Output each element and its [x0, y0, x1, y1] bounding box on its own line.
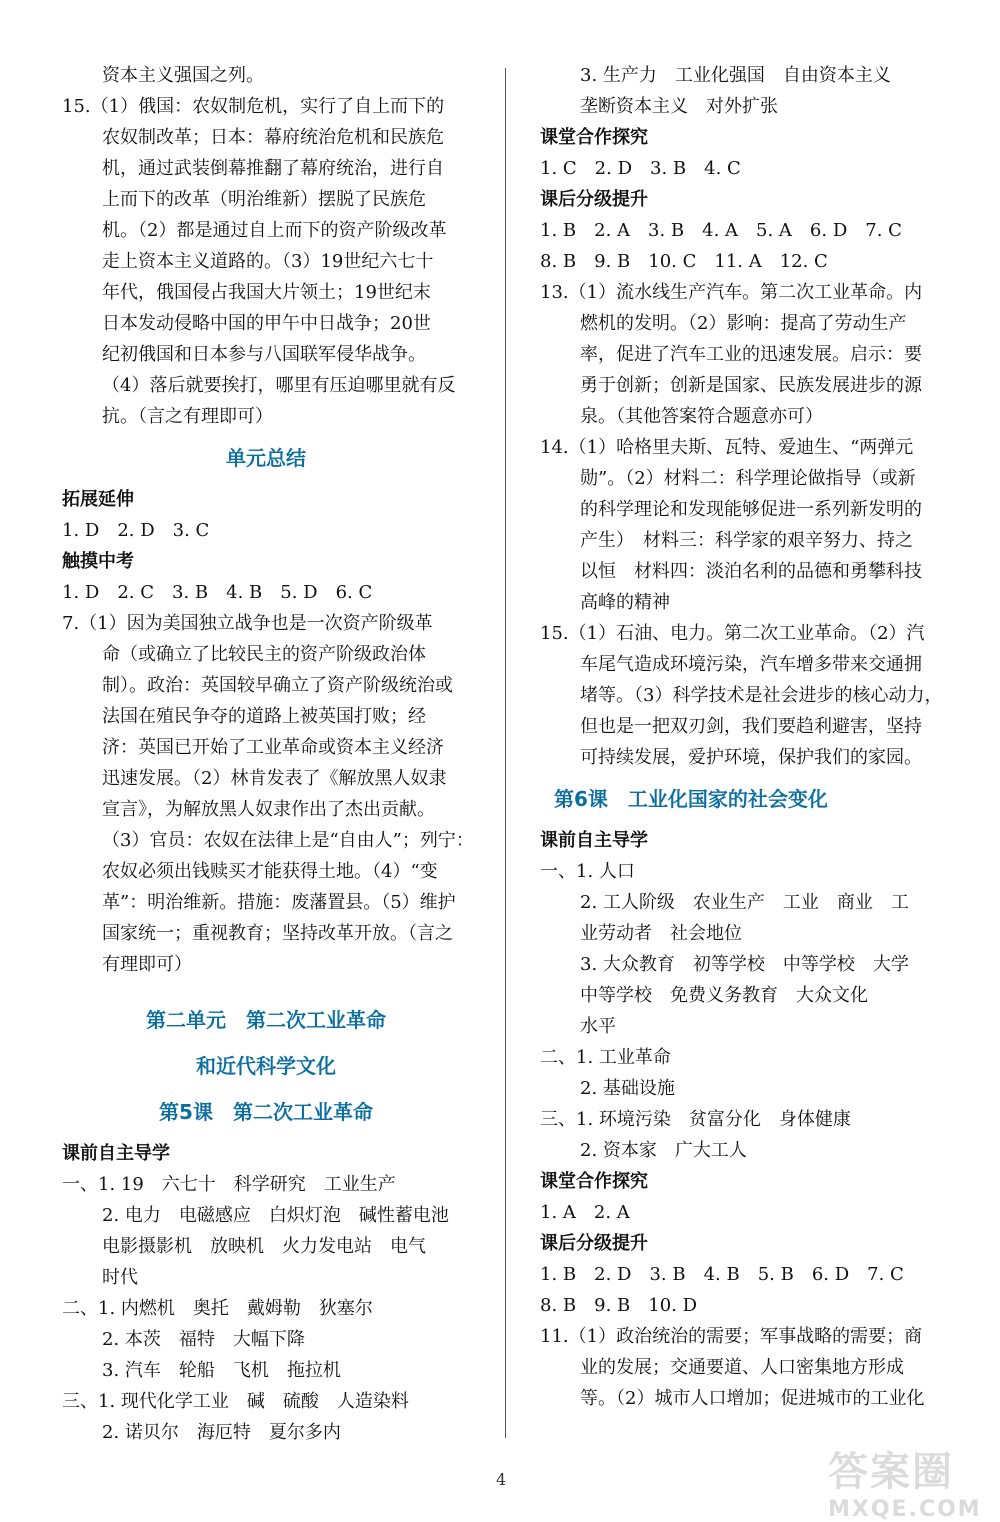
answer-line: 2. 基础设施: [580, 1078, 675, 1099]
unit-heading: 第二单元 第二次工业革命: [146, 1008, 386, 1032]
answer-line: 产生） 材料三：科学家的艰辛努力、持之: [580, 530, 913, 551]
answer-line: 革”：明治维新。措施：废藩置县。（5）维护: [102, 892, 456, 913]
answer-line: 中等学校 免费义务教育 大众文化: [580, 985, 868, 1006]
answer-line: 3. 生产力 工业化强国 自由资本主义: [580, 65, 891, 86]
answer-line: 1. B 2. D 3. B 4. B 5. B 6. D 7. C: [540, 1264, 904, 1285]
answer-line: 14.（1）哈格里夫斯、瓦特、爱迪生、“两弹元: [540, 437, 914, 458]
answer-line: 7.（1）因为美国独立战争也是一次资产阶级革: [62, 613, 433, 634]
answer-line: 等。（2）城市人口增加；促进城市的工业化: [580, 1388, 925, 1409]
answer-line: 资本主义强国之列。: [102, 65, 264, 86]
answer-line: 8. B 9. B 10. D: [540, 1295, 698, 1316]
answer-line: 制）。政治：英国较早确立了资产阶级统治或: [102, 675, 453, 696]
answer-line: 15.（1）石油、电力。第二次工业革命。（2）汽: [540, 623, 925, 644]
answer-line: （3）官员：农奴在法律上是“自由人”；列宁：: [102, 830, 474, 851]
answer-line: 二、1. 内燃机 奥托 戴姆勒 狄塞尔: [62, 1298, 373, 1319]
answer-line: 勋”。（2）材料二：科学理论做指导（或新: [580, 468, 916, 489]
answer-line: 水平: [580, 1016, 616, 1037]
subsection-title: 拓展延伸: [62, 489, 134, 510]
answer-line: 三、1. 环境污染 贫富分化 身体健康: [540, 1109, 851, 1130]
answer-line: 燃机的发明。（2）影响：提高了劳动生产: [580, 313, 907, 334]
answer-line: 业劳动者 社会地位: [580, 923, 742, 944]
answer-line: 2. 工人阶级 农业生产 工业 商业 工: [580, 892, 909, 913]
answer-line: 1. A 2. A: [540, 1202, 630, 1223]
answer-line: （4）落后就要挨打，哪里有压迫哪里就有反: [102, 375, 456, 396]
answer-line: 车尾气造成环境污染，汽车增多带来交通拥: [580, 654, 922, 675]
answer-line: 8. B 9. B 10. C 11. A 12. C: [540, 251, 828, 272]
subsection-title: 课后分级提升: [540, 1233, 648, 1254]
answer-line: 有理即可）: [102, 954, 192, 975]
answer-line: 2. 诺贝尔 海厄特 夏尔多内: [102, 1422, 341, 1443]
answer-line: 宣言》，为解放黑人奴隶作出了杰出贡献。: [102, 799, 435, 820]
section-heading-unit-summary: 单元总结: [226, 446, 306, 470]
answer-line: 迅速发展。（2）林肯发表了《解放黑人奴隶: [102, 768, 447, 789]
answer-line: 1. C 2. D 3. B 4. C: [540, 158, 741, 179]
answer-line: 纪初俄国和日本参与八国联军侵华战争。: [102, 344, 426, 365]
answer-line: 以恒 材料四：淡泊名利的品德和勇攀科技: [580, 561, 922, 582]
answer-line: 泉。（其他答案符合题意亦可）: [580, 406, 823, 427]
answer-line: 2. 资本家 广大工人: [580, 1140, 747, 1161]
column-divider: [505, 68, 506, 1438]
answer-line: 勇于创新；创新是国家、民族发展进步的源: [580, 375, 922, 396]
left-column: [62, 60, 474, 1448]
right-column: [540, 60, 950, 1414]
watermark-logo: [828, 1440, 982, 1522]
subsection-title: 课堂合作探究: [540, 1171, 648, 1192]
answer-line: 国家统一；重视教育；坚持改革开放。（言之: [102, 923, 453, 944]
answer-line: 率，促进了汽车工业的迅速发展。启示：要: [580, 344, 922, 365]
answer-line: 机，通过武装倒幕推翻了幕府统治，进行自: [102, 158, 444, 179]
answer-line: 垄断资本主义 对外扩张: [580, 96, 778, 117]
answer-line: 走上资本主义道路的。（3）19世纪六七十: [102, 251, 434, 272]
lesson-heading: 第6课 工业化国家的社会变化: [554, 787, 828, 811]
answer-line: 但也是一把双刃剑，我们要趋利避害，坚持: [580, 716, 922, 737]
answer-line: 11.（1）政治统治的需要；军事战略的需要；商: [540, 1326, 923, 1347]
answer-line: 1. D 2. C 3. B 4. B 5. D 6. C: [62, 582, 373, 603]
answer-line: 法国在殖民争夺的道路上被英国打败；经: [102, 706, 426, 727]
answer-line: 日本发动侵略中国的甲午中日战争；20世: [102, 313, 431, 334]
answer-line: 电影摄影机 放映机 火力发电站 电气: [102, 1236, 426, 1257]
answer-line: 二、1. 工业革命: [540, 1047, 671, 1068]
answer-line: 一、1. 19 六七十 科学研究 工业生产: [62, 1174, 396, 1195]
answer-line: 农奴制改革；日本：幕府统治危机和民族危: [102, 127, 444, 148]
lesson-heading: 第5课 第二次工业革命: [159, 1100, 373, 1124]
answer-line: 年代，俄国侵占我国大片领土；19世纪末: [102, 282, 431, 303]
answer-line: 的科学理论和发现能够促进一系列新发明的: [580, 499, 922, 520]
subsection-title: 触摸中考: [62, 551, 134, 572]
watermark-text: 答案圈: [828, 1449, 954, 1495]
answer-line: 3. 汽车 轮船 飞机 拖拉机: [102, 1360, 341, 1381]
answer-line: 一、1. 人口: [540, 861, 635, 882]
answer-line: 业的发展；交通要道、人口密集地方形成: [580, 1357, 904, 1378]
answer-line: 13.（1）流水线生产汽车。第二次工业革命。内: [540, 282, 923, 303]
answer-line: 高峰的精神: [580, 592, 670, 613]
subsection-title: 课后分级提升: [540, 189, 648, 210]
page-number: 4: [496, 1470, 507, 1489]
answer-line: 2. 本茨 福特 大幅下降: [102, 1329, 305, 1350]
answer-line: 2. 电力 电磁感应 白炽灯泡 碱性蓄电池: [102, 1205, 449, 1226]
watermark-url: MXQE.COM: [828, 1497, 982, 1522]
answer-line: 抗。（言之有理即可）: [102, 406, 273, 427]
answer-line: 堵等。（3）科学技术是社会进步的核心动力，: [580, 685, 943, 706]
answer-line: 3. 大众教育 初等学校 中等学校 大学: [580, 954, 909, 975]
answer-line: 命（或确立了比较民主的资产阶级政治体: [102, 644, 426, 665]
answer-line: 济：英国已开始了工业革命或资本主义经济: [102, 737, 444, 758]
subsection-title: 课前自主导学: [62, 1143, 170, 1164]
subsection-title: 课堂合作探究: [540, 127, 648, 148]
answer-line: 1. B 2. A 3. B 4. A 5. A 6. D 7. C: [540, 220, 902, 241]
unit-heading-continued: 和近代科学文化: [196, 1054, 336, 1078]
answer-line: 上而下的改革（明治维新）摆脱了民族危: [102, 189, 426, 210]
answer-line: 可持续发展，爱护环境，保护我们的家园。: [580, 747, 922, 768]
answer-line: 农奴必须出钱赎买才能获得土地。（4）“变: [102, 861, 438, 882]
answer-line: 机。（2）都是通过自上而下的资产阶级改革: [102, 220, 447, 241]
answer-line: 三、1. 现代化学工业 碱 硫酸 人造染料: [62, 1391, 409, 1412]
subsection-title: 课前自主导学: [540, 830, 648, 851]
answer-line: 15.（1）俄国：农奴制危机，实行了自上而下的: [62, 96, 445, 117]
answer-line: 时代: [102, 1267, 138, 1288]
answer-line: 1. D 2. D 3. C: [62, 520, 210, 541]
